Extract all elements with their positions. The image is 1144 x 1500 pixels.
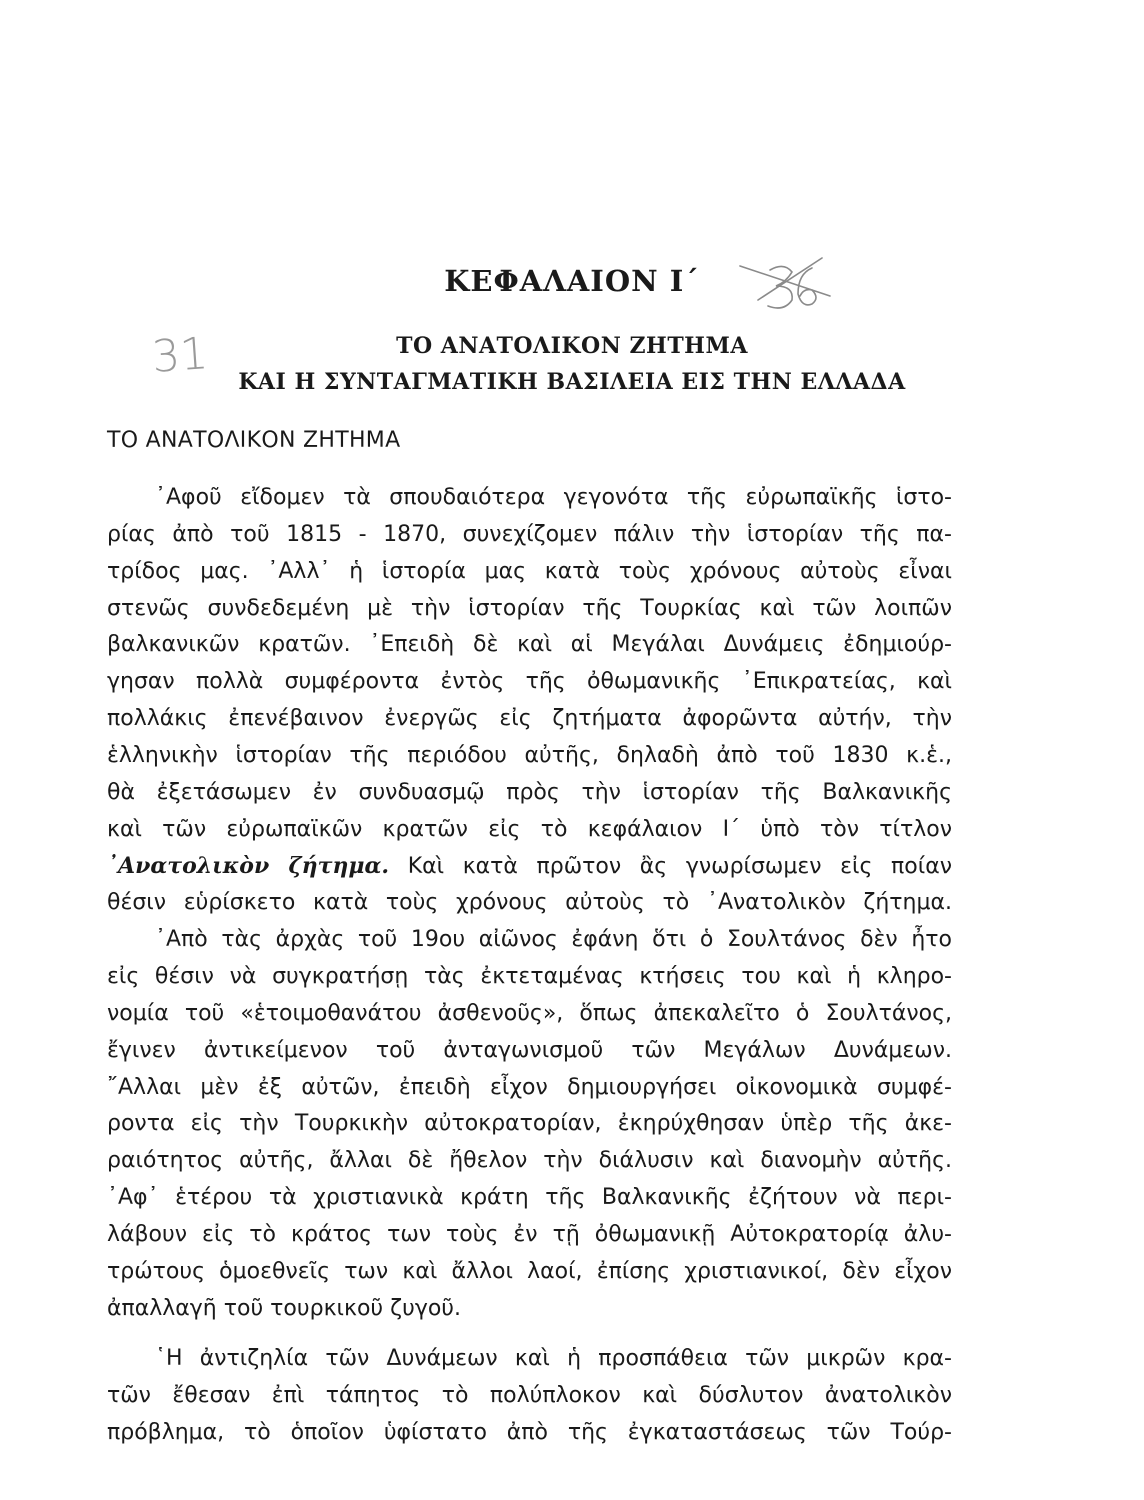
text-line: ᾽Αφοῦ εἴδομεν τὰ σπουδαιότερα γεγονότα τῆς εὐρωπαϊκῆς ἱστο-	[155, 485, 952, 510]
text-line: τρώτους ὁμοεθνεῖς των καὶ ἄλλοι λαοί, ἐπίσης χριστιανικοί, δὲν εἶχον	[107, 1258, 952, 1284]
heading-line-2: ΚΑΙ Η ΣΥΝΤΑΓΜΑΤΙΚΗ ΒΑΣΙΛΕΙΑ ΕΙΣ ΤΗΝ ΕΛΛΑΔΑ	[238, 369, 906, 395]
body-text	[107, 480, 952, 1452]
section-title: ΤΟ ΑΝΑΤΟΛΙΚΟΝ ΖΗΤΗΜΑ	[107, 428, 401, 453]
text-line: νομία τοῦ «ἑτοιμοθανάτου ἀσθενοῦς», ὅπως ἀπεκαλεῖτο ὁ Σουλτάνος,	[107, 1000, 952, 1026]
text-line: τῶν ἔθεσαν ἐπὶ τάπητος τὸ πολύπλοκον καὶ δύσλυτον ἀνατολικὸν	[107, 1383, 952, 1409]
text-line: ἀπαλλαγῆ τοῦ τουρκικοῦ ζυγοῦ.	[107, 1295, 462, 1321]
text-line: ἑλληνικὴν ἱστορίαν τῆς περιόδου αὐτῆς, δηλαδὴ ἀπὸ τοῦ 1830 κ.ἑ.,	[107, 742, 952, 768]
text-line: ροντα εἰς τὴν Τουρκικὴν αὐτοκρατορίαν, ἐκηρύχθησαν ὑπὲρ τῆς ἀκε-	[107, 1111, 952, 1137]
text-line: θέσιν εὑρίσκετο κατὰ τοὺς χρόνους αὐτοὺς τὸ ᾽Ανατολικὸν ζήτημα.	[107, 890, 952, 916]
text-line: καὶ τῶν εὐρωπαϊκῶν κρατῶν εἰς τὸ κεφάλαιον Ι΄ ὑπὸ τὸν τίτλον	[107, 816, 952, 842]
text-line: ἔγινεν ἀντικείμενον τοῦ ἀνταγωνισμοῦ τῶν Μεγάλων Δυνάμεων.	[107, 1037, 952, 1063]
text-line: λάβουν εἰς τὸ κράτος των τοὺς ἐν τῇ ὀθωμανικῇ Αὐτοκρατορίᾳ ἀλυ-	[107, 1221, 952, 1247]
text-line-with-italic	[107, 848, 952, 885]
text-line: ῾Η ἀντιζηλία τῶν Δυνάμεων καὶ ἡ προσπάθεια τῶν μικρῶν κρα-	[155, 1346, 952, 1372]
text-line: ῎Αλλαι μὲν ἐξ αὐτῶν, ἐπειδὴ εἶχον δημιουργήσει οἰκονομικὰ συμφέ-	[107, 1074, 952, 1100]
text-line: τρίδος μας. ᾽Αλλ᾽ ἡ ἱστορία μας κατὰ τοὺς χρόνους αὐτοὺς εἶναι	[107, 558, 952, 584]
margin-note: 31	[150, 328, 210, 383]
text-line: ᾽Απὸ τὰς ἀρχὰς τοῦ 19ου αἰῶνος ἐφάνη ὅτι ὁ Σουλτάνος δὲν ἦτο	[155, 927, 952, 953]
text-line: εἰς θέσιν νὰ συγκρατήσῃ τὰς ἐκτεταμένας κτήσεις του καὶ ἡ κληρο-	[107, 963, 952, 989]
text-line: ᾽Αφ᾽ ἑτέρου τὰ χριστιανικὰ κράτη τῆς Βαλκανικῆς ἐζήτουν νὰ περι-	[107, 1185, 952, 1211]
text-line: θὰ ἐξετάσωμεν ἐν συνδυασμῷ πρὸς τὴν ἱστορίαν τῆς Βαλκανικῆς	[107, 779, 952, 805]
text-line: πολλάκις ἐπενέβαινον ἐνεργῶς εἰς ζητήματα ἀφορῶντα αὐτήν, τὴν	[107, 706, 952, 732]
text-line: βαλκανικῶν κρατῶν. ᾽Επειδὴ δὲ καὶ αἱ Μεγάλαι Δυνάμεις ἐδημιούρ-	[107, 632, 952, 658]
text-line: πρόβλημα, τὸ ὁποῖον ὑφίστατο ἀπὸ τῆς ἐγκαταστάσεως τῶν Τούρ-	[107, 1420, 952, 1446]
text-line: ρίας ἀπὸ τοῦ 1815 - 1870, συνεχίζομεν πάλιν τὴν ἱστορίαν τῆς πα-	[107, 521, 952, 547]
text-line: στενῶς συνδεδεμένη μὲ τὴν ἱστορίαν τῆς Τουρκίας καὶ τῶν λοιπῶν	[107, 595, 952, 621]
italic-title: ᾽Ανατολικὸν ζήτημα.	[107, 853, 390, 880]
chapter-title: ΚΕΦΑΛΑΙΟΝ Ι΄	[444, 264, 700, 298]
corner-mark-text: 36	[730, 233, 751, 252]
after-italic-text: Καὶ κατὰ πρῶτον ἂς γνωρίσωμεν εἰς ποίαν	[389, 854, 952, 880]
text-line: ραιότητος αὐτῆς, ἄλλαι δὲ ἤθελον τὴν διάλυσιν καὶ διανομὴν αὐτῆς.	[107, 1148, 952, 1174]
text-line: γησαν πολλὰ συμφέροντα ἐντὸς τῆς ὀθωμανικῆς ᾽Επικρατείας, καὶ	[107, 669, 952, 695]
heading-line-1: ΤΟ ΑΝΑΤΟΛΙΚΟΝ ΖΗΤΗΜΑ	[396, 333, 748, 359]
